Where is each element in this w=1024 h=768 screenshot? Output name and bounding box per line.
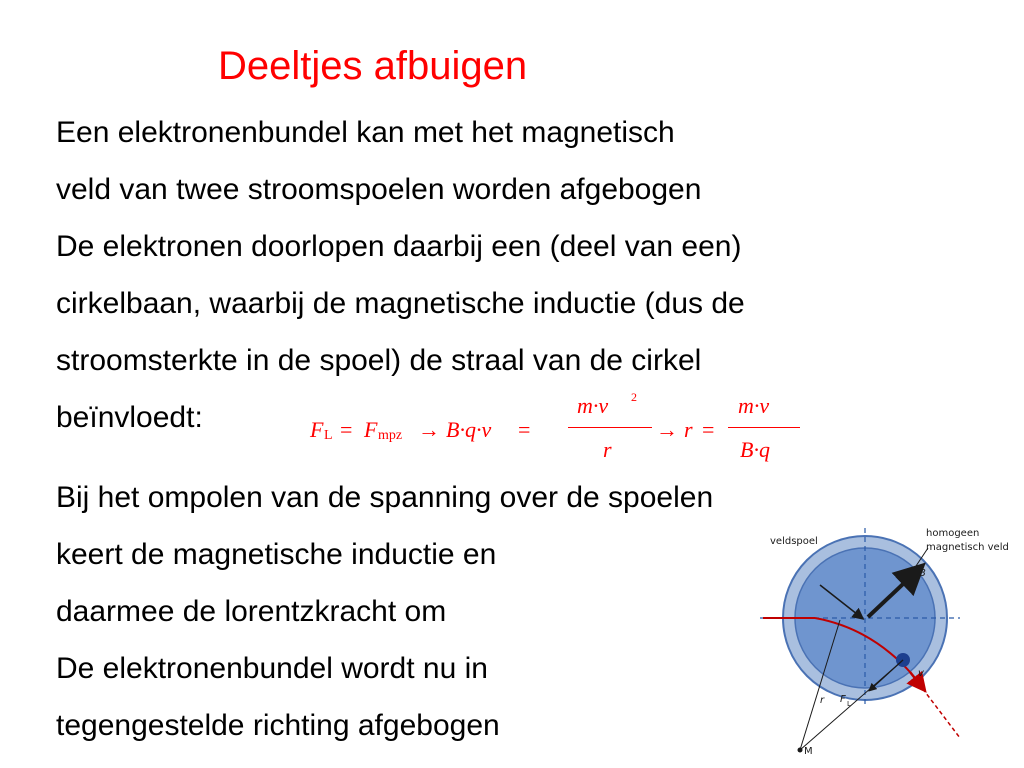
formula-numerator-2: m·v: [738, 393, 770, 418]
label-fl: F: [840, 694, 846, 705]
label-v: v: [918, 668, 924, 679]
formula-sub-mpz: mpz: [378, 428, 403, 443]
formula-arrow-1: →: [418, 417, 440, 442]
formula-F2: F: [364, 417, 378, 442]
lorentz-formula: [300, 388, 810, 470]
formula-equals-3: =: [702, 417, 715, 442]
text-line: daarmee de lorentzkracht om: [56, 595, 447, 628]
formula-F1: F: [310, 417, 324, 442]
label-fl-sub: L: [847, 700, 851, 708]
label-magnetisch-veld: magnetisch veld: [926, 542, 1009, 553]
text-line: beïnvloedt:: [56, 401, 203, 434]
formula-sub-L: L: [324, 428, 333, 443]
label-b: B: [919, 568, 926, 579]
label-m: M: [804, 746, 813, 757]
formula-Bqv: B·q·v: [446, 417, 492, 442]
formula-numerator-1: m·v: [577, 393, 609, 418]
label-homogeen: homogeen: [926, 528, 980, 539]
text-line: veld van twee stroomspoelen worden afgebogen: [56, 173, 702, 206]
text-line: tegengestelde richting afgebogen: [56, 709, 500, 742]
formula-equals-1: =: [340, 417, 353, 442]
formula-arrow-2: →: [656, 417, 678, 442]
text-line: keert de magnetische inductie en: [56, 538, 497, 571]
text-line: stroomsterkte in de spoel) de straal van de cirkel: [56, 344, 702, 377]
formula-equals-2: =: [518, 417, 531, 442]
formula-denominator-1: r: [603, 437, 612, 462]
label-r: r: [820, 695, 825, 706]
text-line: cirkelbaan, waarbij de magnetische inductie (dus de: [56, 287, 745, 320]
formula-superscript: 2: [631, 390, 637, 404]
text-line: Bij het ompolen van de spanning over de spoelen: [56, 481, 714, 514]
text-line: De elektronen doorlopen daarbij een (deel van een): [56, 230, 742, 263]
text-line: De elektronenbundel wordt nu in: [56, 652, 488, 685]
label-veldspoel: veldspoel: [770, 536, 818, 547]
page-title: Deeltjes afbuigen: [218, 44, 528, 88]
fraction-bar-1: [568, 427, 652, 428]
fraction-bar-2: [728, 427, 800, 428]
paragraph-reversal: [56, 469, 713, 754]
coil-diagram: [760, 520, 1024, 768]
formula-r: r: [684, 417, 693, 442]
text-line: Een elektronenbundel kan met het magnetisch: [56, 116, 675, 149]
formula-denominator-2: B·q: [740, 437, 770, 462]
center-point: [798, 748, 803, 753]
